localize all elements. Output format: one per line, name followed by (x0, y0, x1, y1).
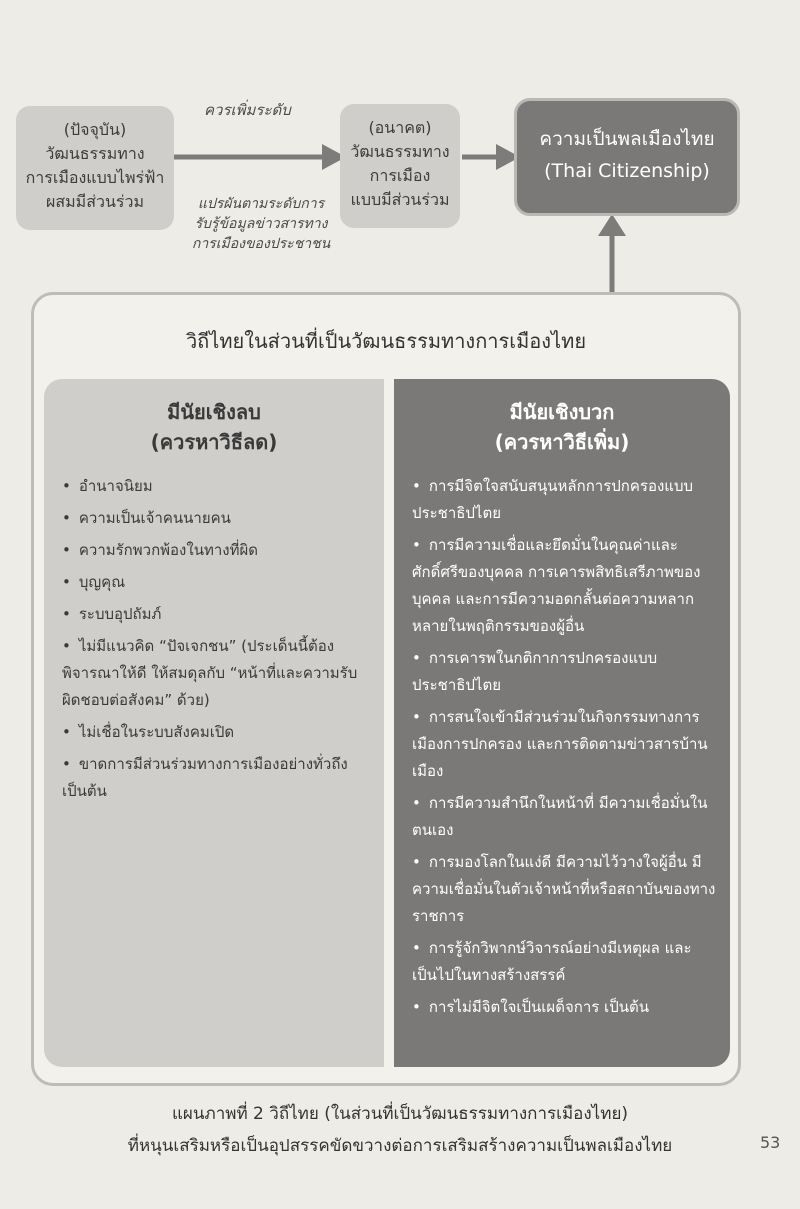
negative-heading (44, 397, 384, 457)
present-culture-box (16, 106, 174, 230)
citizenship-subtitle: (Thai Citizenship) (544, 160, 710, 182)
positive-item: • การมีความสำนึกในหน้าที่ มีความเชื่อมั่นในตนเอง (412, 790, 716, 844)
future-box-line-4: แบบมีส่วนร่วม (350, 190, 450, 209)
thai-citizenship-box (514, 98, 740, 216)
negative-item: • บุญคุณ (62, 569, 370, 596)
present-box-line-2: วัฒนธรรมทาง (45, 144, 145, 163)
present-box-line-1: (ปัจจุบัน) (63, 120, 127, 139)
arrow-label-bottom-line-1: แปรผันตามระดับการ (197, 196, 325, 212)
negative-item: • ไม่มีแนวคิด “ปัจเจกชน” (ประเด็นนี้ต้องพิจารณาให้ดี ให้สมดุลกับ “หน้าที่และความรับผิดชอบต่อสังคม” ด้วย) (62, 633, 370, 714)
page-number: 53 (760, 1133, 781, 1152)
negative-list (44, 473, 384, 805)
arrow-label-bottom-line-2: รับรู้ข้อมูลข่าวสารทาง (194, 216, 328, 232)
caption-line-1: แผนภาพที่ 2 วิถีไทย (ในส่วนที่เป็นวัฒนธรรมทางการเมืองไทย) (171, 1104, 629, 1124)
positive-item: • การสนใจเข้ามีส่วนร่วมในกิจกรรมทางการเมืองการปกครอง และการติดตามข่าวสารบ้านเมือง (412, 704, 716, 785)
negative-item: • ระบบอุปถัมภ์ (62, 601, 370, 628)
thai-way-container (31, 292, 741, 1086)
positive-heading-line-1: มีนัยเชิงบวก (509, 400, 615, 424)
negative-column (44, 379, 384, 1067)
arrow-label-top: ควรเพิ่มระดับ (204, 101, 291, 119)
negative-item: • ความเป็นเจ้าคนนายคน (62, 505, 370, 532)
positive-item: • การมีจิตใจสนับสนุนหลักการปกครองแบบประชาธิปไตย (412, 473, 716, 527)
future-box-line-2: วัฒนธรรมทาง (350, 142, 450, 161)
caption-line-2: ที่หนุนเสริมหรือเป็นอุปสรรคขัดขวางต่อการเสริมสร้างความเป็นพลเมืองไทย (127, 1136, 673, 1156)
arrowhead-container-to-citizenship (598, 214, 626, 236)
negative-item: • ขาดการมีส่วนร่วมทางการเมืองอย่างทั่วถึง เป็นต้น (62, 751, 370, 805)
container-title: วิถีไทยในส่วนที่เป็นวัฒนธรรมทางการเมืองไทย (185, 329, 587, 353)
positive-column (394, 379, 730, 1067)
negative-heading-line-2: (ควรหาวิธีลด) (150, 430, 278, 454)
positive-item: • การไม่มีจิตใจเป็นเผด็จการ เป็นต้น (412, 994, 716, 1021)
negative-item: • ความรักพวกพ้องในทางที่ผิด (62, 537, 370, 564)
positive-heading (394, 397, 730, 457)
positive-item: • การมองโลกในแง่ดี มีความไว้วางใจผู้อื่น มีความเชื่อมั่นในตัวเจ้าหน้าที่หรือสถาบันของทางราชการ (412, 849, 716, 930)
citizenship-title: ความเป็นพลเมืองไทย (539, 128, 715, 150)
future-box-line-1: (อนาคต) (368, 118, 432, 137)
positive-list (394, 473, 730, 1021)
present-box-line-4: ผสมมีส่วนร่วม (45, 192, 145, 211)
positive-item: • การเคารพในกติกาการปกครองแบบประชาธิปไตย (412, 645, 716, 699)
positive-heading-line-2: (ควรหาวิธีเพิ่ม) (494, 430, 630, 454)
positive-item: • การรู้จักวิพากษ์วิจารณ์อย่างมีเหตุผล และเป็นไปในทางสร้างสรรค์ (412, 935, 716, 989)
negative-item: • ไม่เชื่อในระบบสังคมเปิด (62, 719, 370, 746)
positive-item: • การมีความเชื่อและยึดมั่นในคุณค่าและศักดิ์ศรีของบุคคล การเคารพสิทธิเสรีภาพของบุคคล และการมีความอดกลั้นต่อความหลากหลายในพฤติกรรมของผู้อื่น (412, 532, 716, 640)
negative-heading-line-1: มีนัยเชิงลบ (167, 400, 261, 424)
negative-item: • อำนาจนิยม (62, 473, 370, 500)
present-box-line-3: การเมืองแบบไพร่ฟ้า (25, 168, 165, 187)
figure-caption (0, 1098, 800, 1162)
arrow-label-bottom-line-3: การเมืองของประชาชน (191, 236, 331, 252)
arrow-label-bottom (186, 194, 336, 254)
future-culture-box (340, 104, 460, 228)
future-box-line-3: การเมือง (369, 166, 431, 185)
